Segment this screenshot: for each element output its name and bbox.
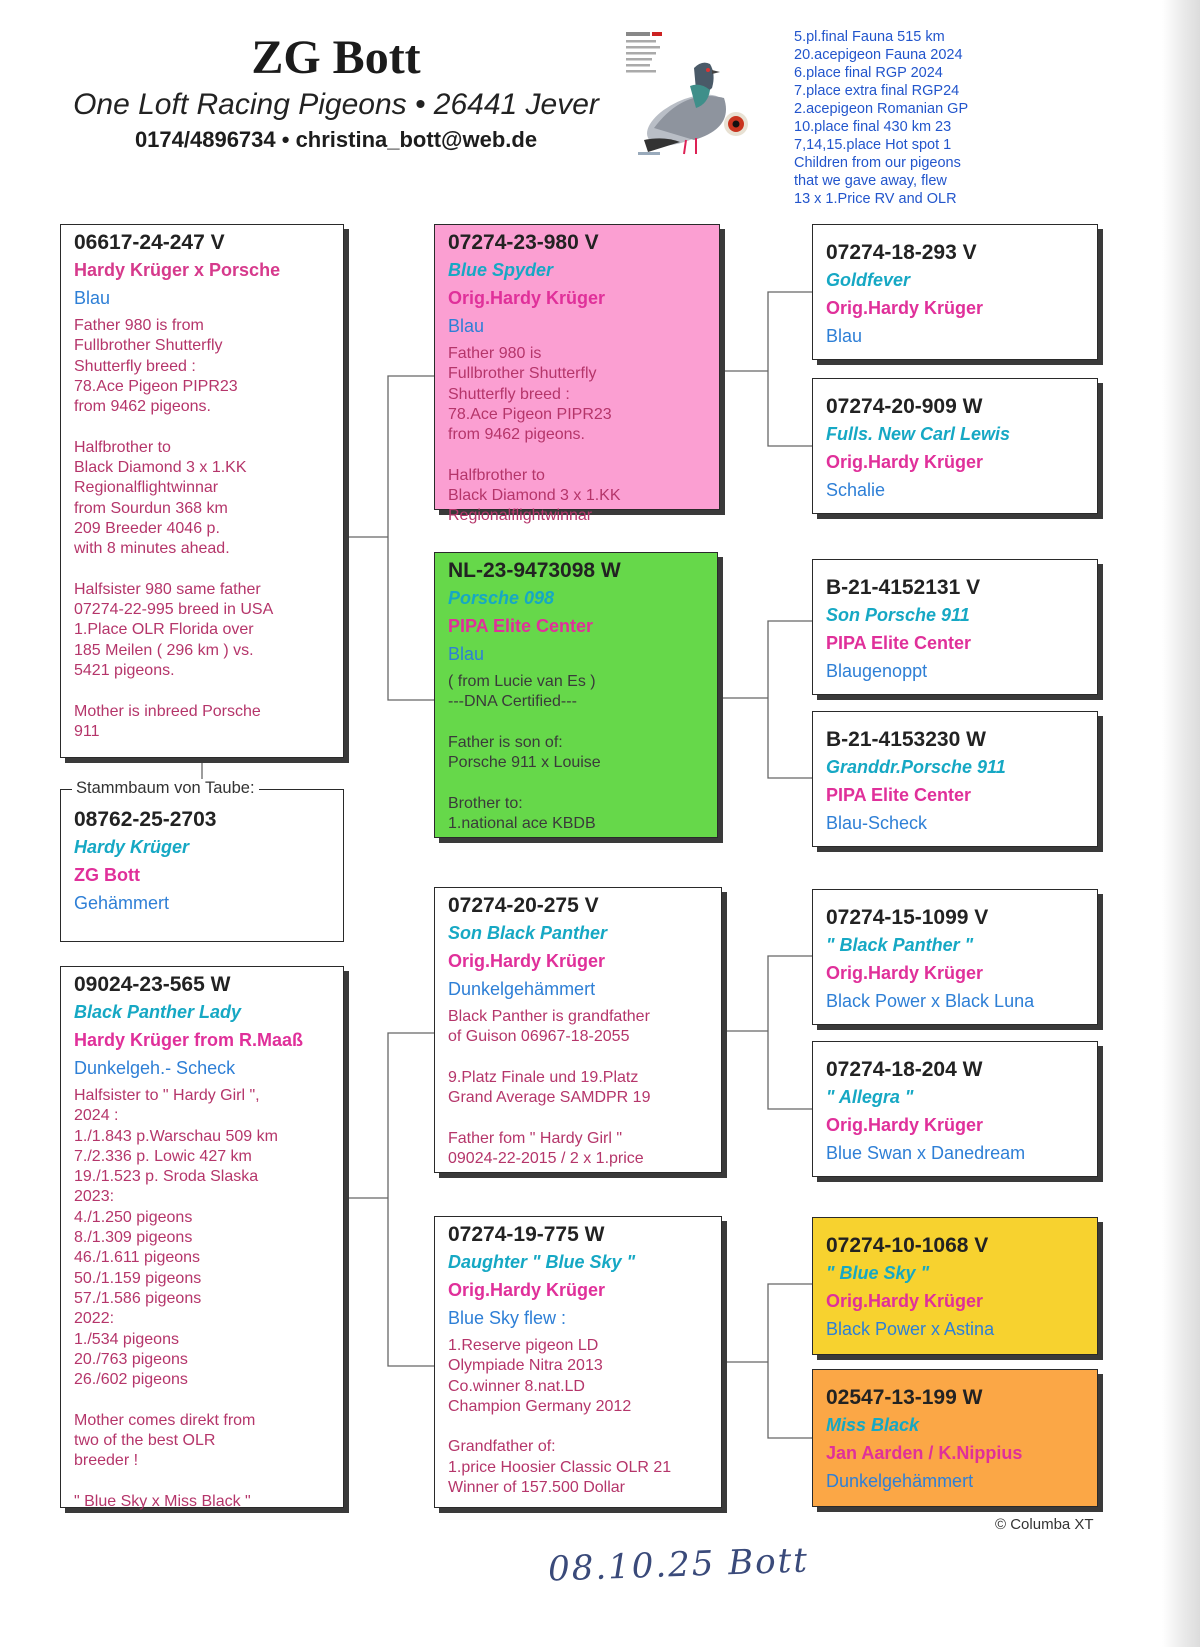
page-subtitle: One Loft Racing Pigeons • 26441 Jever: [73, 88, 599, 121]
pigeon-name: Daughter " Blue Sky ": [448, 1252, 636, 1272]
achievement-item: 7,14,15.place Hot spot 1: [794, 137, 952, 153]
pigeon-color: Black Power x Astina: [826, 1319, 995, 1339]
pigeon-breeder: Orig.Hardy Krüger: [826, 298, 984, 318]
pigeon-color: Black Power x Black Luna: [826, 991, 1035, 1011]
pigeon-name: Miss Black: [826, 1415, 920, 1435]
great-grandparent-card: [812, 559, 1098, 695]
great-grandparent-card: [812, 1369, 1098, 1507]
pigeon-breeder: PIPA Elite Center: [826, 785, 972, 805]
pigeon-breeder: PIPA Elite Center: [826, 633, 972, 653]
ring-number: 06617-24-247 V: [74, 231, 225, 254]
achievement-item: Children from our pigeons: [794, 155, 961, 171]
father-card: [60, 224, 344, 758]
pigeon-color: Blaugenoppt: [826, 661, 928, 681]
pigeon-name: Son Porsche 911: [826, 605, 970, 625]
pigeon-color: Blau: [448, 316, 485, 336]
ring-number: 09024-23-565 W: [74, 973, 231, 996]
pigeon-color: Blau-Scheck: [826, 813, 928, 833]
ring-number: NL-23-9473098 W: [448, 559, 621, 582]
ring-number: 07274-18-204 W: [826, 1058, 983, 1081]
grandparent-card: [434, 887, 722, 1173]
ring-number: 07274-20-909 W: [826, 395, 983, 418]
page-title: ZG Bott: [251, 31, 421, 84]
handwritten-date-signature: 08.10.25 Bott: [547, 1540, 810, 1590]
achievement-item: 6.place final RGP 2024: [794, 65, 943, 81]
pigeon-color: Blau: [448, 644, 485, 664]
achievement-item: 7.place extra final RGP24: [794, 83, 960, 99]
pigeon-notes: 1.Reserve pigeon LD Olympiade Nitra 2013 Co.winner 8.nat.LD Champion Germany 2012 Grandfather of: 1.price Hoosier Classic OLR 21 Winner of 157.500 Dollar: [448, 1337, 672, 1497]
contact-line: 0174/4896734 • christina_bott@web.de: [134, 127, 538, 152]
pigeon-name: Hardy Krüger x Porsche: [74, 260, 281, 280]
pigeon-color: Dunkelgehämmert: [448, 979, 596, 999]
pigeon-color: Dunkelgeh.- Scheck: [74, 1058, 236, 1078]
pigeon-name: Son Black Panther: [448, 923, 608, 943]
mother-card: [60, 966, 344, 1508]
pigeon-name: Porsche 098: [448, 588, 555, 608]
pigeon-color: Blue Swan x Danedream: [826, 1143, 1026, 1163]
grandparent-card: [434, 224, 720, 525]
pigeon-name: Blue Spyder: [448, 260, 554, 280]
pigeon-notes: ( from Lucie van Es ) ---DNA Certified--- Father is son of: Porsche 911 x Louise Brother to: 1.national ace KBDB: [448, 673, 601, 833]
ring-number: B-21-4152131 V: [826, 576, 981, 599]
ring-number: 07274-20-275 V: [448, 894, 599, 917]
pigeon-breeder: Orig.Hardy Krüger: [826, 1115, 984, 1135]
pigeon-breeder: Orig.Hardy Krüger: [448, 288, 606, 308]
pigeon-color: Blau: [826, 326, 863, 346]
copyright-note: © Columba XT: [995, 1516, 1094, 1533]
pigeon-breeder: Orig.Hardy Krüger: [826, 963, 984, 983]
pigeon-breeder: ZG Bott: [74, 865, 140, 885]
grandparent-card: [434, 552, 718, 838]
pigeon-name: " Allegra ": [826, 1087, 914, 1107]
pigeon-name: Goldfever: [826, 270, 911, 290]
pigeon-notes: Black Panther is grandfather of Guison 06967-18-2055 9.Platz Finale und 19.Platz Grand Average SAMDPR 19 Father fom " Hardy Girl " 09024-22-2015 / 2 x 1.price: [448, 1008, 651, 1168]
ring-number: 02547-13-199 W: [826, 1386, 983, 1409]
pigeon-breeder: PIPA Elite Center: [448, 616, 594, 636]
great-grandparent-card: [812, 1041, 1098, 1177]
pigeon-color: Gehämmert: [74, 893, 170, 913]
pigeon-color: Blue Sky flew :: [448, 1308, 567, 1328]
achievement-item: 13 x 1.Price RV and OLR: [794, 191, 957, 207]
achievement-item: 5.pl.final Fauna 515 km: [794, 29, 945, 45]
pigeon-breeder: Orig.Hardy Krüger: [448, 1280, 606, 1300]
ring-number: 08762-25-2703: [74, 808, 217, 831]
pigeon-notes: Father 980 is Fullbrother Shutterfly Shutterfly breed : 78.Ace Pigeon PIPR23 from 9462 pigeons. Halfbrother to Black Diamond 3 x 1.KK Regionalflightwinnar: [448, 345, 621, 525]
subject-card: [60, 789, 344, 942]
pigeon-breeder: Orig.Hardy Krüger: [826, 1291, 984, 1311]
great-grandparent-card: [812, 1217, 1098, 1355]
great-grandparent-card: [812, 224, 1098, 360]
pigeon-breeder: Orig.Hardy Krüger: [826, 452, 984, 472]
great-grandparent-card: [812, 378, 1098, 514]
pigeon-name: " Blue Sky ": [826, 1263, 930, 1283]
ring-number: 07274-23-980 V: [448, 231, 599, 254]
ring-number: 07274-19-775 W: [448, 1223, 605, 1246]
pigeon-name: Hardy Krüger: [74, 837, 190, 857]
ring-number: 07274-10-1068 V: [826, 1234, 989, 1257]
pigeon-name: Black Panther Lady: [74, 1002, 242, 1022]
pigeon-breeder: Jan Aarden / K.Nippius: [826, 1443, 1023, 1463]
ring-number: 07274-18-293 V: [826, 241, 977, 264]
pigeon-breeder: Hardy Krüger from R.Maaß: [74, 1030, 304, 1050]
ring-number: B-21-4153230 W: [826, 728, 986, 751]
pigeon-color: Schalie: [826, 480, 886, 500]
stammbaum-label: Stammbaum von Taube:: [72, 779, 259, 798]
great-grandparent-card: [812, 711, 1098, 847]
pigeon-color: Dunkelgehämmert: [826, 1471, 974, 1491]
grandparent-card: [434, 1216, 722, 1508]
pigeon-name: Granddr.Porsche 911: [826, 757, 1006, 777]
achievement-item: 10.place final 430 km 23: [794, 119, 952, 135]
achievement-item: 20.acepigeon Fauna 2024: [794, 47, 963, 63]
pigeon-color: Blau: [74, 288, 111, 308]
pigeon-notes: Father 980 is from Fullbrother Shutterfly Shutterfly breed : 78.Ace Pigeon PIPR23 from 9462 pigeons. Halfbrother to Black Diamond 3 x 1.KK Regionalflightwinnar from Sourdun 368 km 209 Breeder 4046 p. with 8 minutes ahead. Halfsister 980 same father 07274-22-995 breed in USA 1.Place OLR Florida over 185 Meilen ( 296 km ) vs. 5421 pigeons. Mother is inbreed Porsche 911: [74, 317, 274, 740]
ring-number: 07274-15-1099 V: [826, 906, 989, 929]
pigeon-name: " Black Panther ": [826, 935, 974, 955]
achievement-item: that we gave away, flew: [794, 173, 947, 189]
pigeon-notes: Halfsister to " Hardy Girl ", 2024 : 1./1.843 p.Warschau 509 km 7./2.336 p. Lowic 427 km 19./1.523 p. Sroda Slaska 2023: 4./1.250 pigeons 8./1.309 pigeons 46./1.611 pigeons 50./1.159 pigeons 57./1.586 pigeons 2022: 1./534 pigeons 20./763 pigeons 26./602 pigeons Mother comes direkt from two of the best OLR breeder ! " Blue Sky x Miss Black ": [74, 1087, 278, 1510]
pigeon-name: Fulls. New Carl Lewis: [826, 424, 1011, 444]
pigeon-breeder: Orig.Hardy Krüger: [448, 951, 606, 971]
great-grandparent-card: [812, 889, 1098, 1025]
achievement-item: 2.acepigeon Romanian GP: [794, 101, 969, 117]
